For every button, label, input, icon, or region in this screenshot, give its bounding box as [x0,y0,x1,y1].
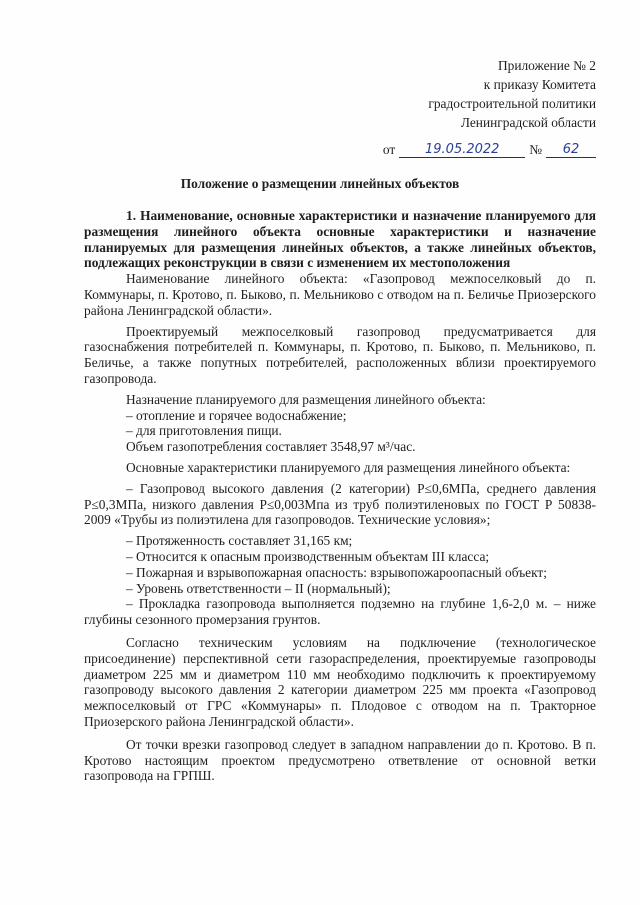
order-number-field [546,141,596,158]
paragraph: От точки врезки газопровод следует в западном направлении до п. Кротово. В п. Кротово настоящим проектом предусмотрено ответвление от основной ветки газопровода на ГРПШ. [84,736,596,784]
appendix-line: градостроительной политики [428,96,596,111]
appendix-line: Приложение № 2 [497,58,596,73]
paragraph: Согласно техническим условиям на подключение (технологическое присоединение) перспективной сети газораспределения, проектируемые газопроводы диаметром 225 мм и диаметром 110 мм необходимо подключить к проектируемому газопроводу высокого давления 2 категории диаметром 225 мм проекта «Газопровод межпоселковый от ГРС «Коммунары» п. Плодовое с отводом на п. Тракторное Приозерского района Ленинградской области». [84,634,596,729]
list-item: – для приготовления пищи. [126,423,282,439]
document-body [84,208,596,784]
list-item: – Протяженность составляет 31,165 км; [126,533,353,549]
paragraph: Основные характеристики планируемого для размещения линейного объекта: [126,459,571,475]
appendix-line: к приказу Комитета [483,77,596,92]
document-title: Положение о размещении линейных объектов [180,176,460,191]
list-item: – Газопровод высокого давления (2 категории) Р≤0,6МПа, среднего давления Р≤0,3МПа, низкого давления Р≤0,003Мпа из труб полиэтиленовых по ГОСТ Р 50838-2009 «Трубы из полиэтилена для газопроводов. Технические условия»; [84,480,596,528]
order-date-field [399,141,525,158]
list-item: – Относится к опасным производственным объектам III класса; [126,548,490,564]
list-item: – Пожарная и взрывопожарная опасность: взрывопожароопасный объект; [126,564,547,580]
order-number-prefix: № [529,142,542,157]
appendix-header [428,56,596,132]
paragraph: Объем газопотребления составляет 3548,97 м³/час. [126,439,416,455]
list-item: – отопление и горячее водоснабжение; [126,407,347,423]
list-item: – Уровень ответственности – II (нормальный); [126,580,391,596]
paragraph: Проектируемый межпоселковый газопровод предусматривается для газоснабжения потребителей п. Коммунары, п. Кротово, п. Быково, п. Мельниково, п. Беличье, а также попутных потребителей, расположенных вблизи проектируемого газопровода. [84,323,596,386]
paragraph: Назначение планируемого для размещения линейного объекта: [126,391,486,407]
order-reference [383,141,596,158]
order-number: 62 [562,142,580,157]
order-date-prefix: от [382,142,396,157]
order-date: 19.05.2022 [425,142,500,157]
appendix-line: Ленинградской области [460,115,596,130]
paragraph: Наименование линейного объекта: «Газопровод межпоселковый до п. Коммунары, п. Кротово, п. Быково, п. Мельниково с отводом на п. Беличье Приозерского района Ленинградской области». [84,271,596,318]
section-heading: 1. Наименование, основные характеристики и назначение планируемого для размещения линейного объекта основные характеристики и назначение планируемых для размещения линейных объектов, а также линейных объектов, подлежащих реконструкции в связи с изменением их местоположения [84,208,596,271]
list-item: – Прокладка газопровода выполняется подземно на глубине 1,6-2,0 м. – ниже глубины сезонного промерзания грунтов. [84,596,596,628]
